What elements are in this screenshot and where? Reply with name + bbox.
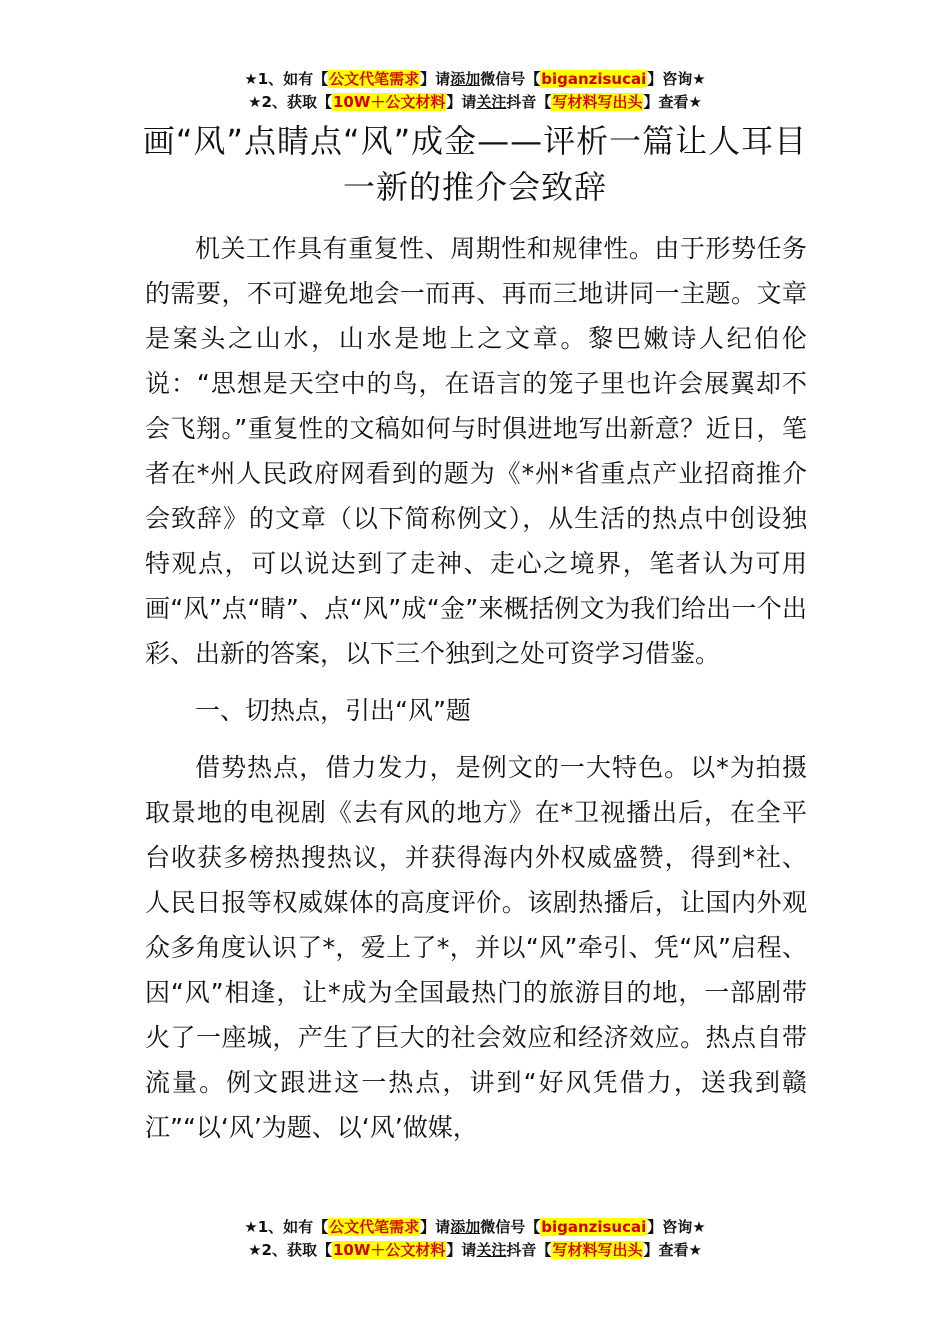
footer-ad-highlight-ghostwriting: 公文代笔需求 [329,1218,420,1236]
document-title: 画“风”点睛点“风”成金——评析一篇让人耳目一新的推介会致辞 [142,122,808,206]
ad-line-2 [0,91,950,114]
footer-ad-highlight-wechat-id: biganzisucai [541,1218,647,1236]
footer-ad-line-2-suffix: 】查看★ [643,1241,702,1259]
ad-line-2-prefix: ★2、获取【 [248,93,332,111]
footer-ad-line-1-mid2: 微信号【 [480,1218,541,1236]
footer-ad-line-1-mid1: 】请 [420,1218,451,1236]
ad-highlight-wechat-id: biganzisucai [541,70,647,88]
footer-ad-underline-add: 添加 [450,1218,481,1236]
ad-underline-add: 添加 [450,70,481,88]
footer-ad-line-2-mid2: 抖音【 [506,1241,552,1259]
ad-highlight-douyin: 写材料写出头 [552,93,643,111]
footer-ad-line-2-mid1: 】请 [446,1241,477,1259]
section-paragraph: 借势热点，借力发力，是例文的一大特色。以*为拍摄取景地的电视剧《去有风的地方》在*卫视播出后，在全平台收获多榜热搜热议，并获得海内外权威盛赞，得到*社、人民日报等权威媒体的高度评价。该剧热播后，让国内外观众多角度认识了*，爱上了*，并以“风”牵引、凭“风”启程、因“风”相逢，让*成为全国最热门的旅游目的地，一部剧带火了一座城，产生了巨大的社会效应和经济效应。热点自带流量。例文跟进这一热点，讲到“好风凭借力，送我到赣江”“以‘风’为题、以‘风’做媒， [145,753,807,1142]
ad-line-1 [0,68,950,91]
section-heading: 一、切热点，引出“风”题 [195,696,471,725]
footer-ad-line-1-suffix: 】咨询★ [647,1218,706,1236]
footer-ad-underline-follow: 关注 [476,1241,507,1259]
footer-ad-highlight-douyin: 写材料写出头 [552,1241,643,1259]
ad-line-2-suffix: 】查看★ [643,93,702,111]
ad-highlight-materials: 10W＋公文材料 [332,93,446,111]
footer-ad-banner [0,1216,950,1262]
ad-line-1-suffix: 】咨询★ [647,70,706,88]
ad-line-2-mid1: 】请 [446,93,477,111]
ad-line-1-mid1: 】请 [420,70,451,88]
footer-ad-line-2 [0,1239,950,1262]
intro-paragraph: 机关工作具有重复性、周期性和规律性。由于形势任务的需要，不可避免地会一而再、再而三地讲同一主题。文章是案头之山水，山水是地上之文章。黎巴嫩诗人纪伯伦说：“思想是天空中的鸟，在语言的笼子里也许会展翼却不会飞翔。”重复性的文稿如何与时俱进地写出新意？近日，笔者在*州人民政府网看到的题为《*州*省重点产业招商推介会致辞》的文章（以下简称例文），从生活的热点中创设独特观点，可以说达到了走神、走心之境界，笔者认为可用画“风”点“睛”、点“风”成“金”来概括例文为我们给出一个出彩、出新的答案，以下三个独到之处可资学习借鉴。 [145,234,807,668]
ad-underline-follow: 关注 [476,93,507,111]
ad-line-2-mid2: 抖音【 [506,93,552,111]
ad-line-1-prefix: ★1、如有【 [244,70,329,88]
document-body [145,226,807,1150]
ad-highlight-ghostwriting: 公文代笔需求 [329,70,420,88]
footer-ad-line-1-prefix: ★1、如有【 [244,1218,329,1236]
ad-line-1-mid2: 微信号【 [480,70,541,88]
footer-ad-highlight-materials: 10W＋公文材料 [332,1241,446,1259]
header-ad-banner [0,68,950,114]
footer-ad-line-1 [0,1216,950,1239]
footer-ad-line-2-prefix: ★2、获取【 [248,1241,332,1259]
